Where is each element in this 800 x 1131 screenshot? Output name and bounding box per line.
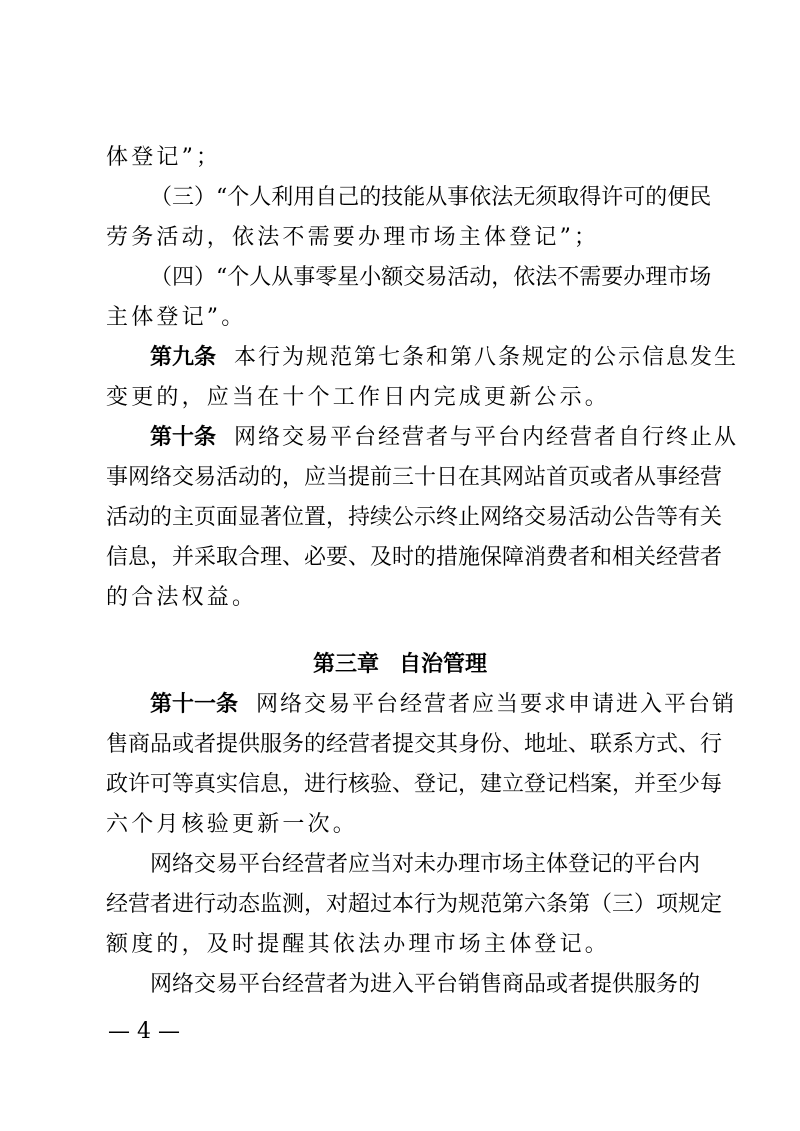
text-line: 网络交易平台经营者与平台内经营者自行终止从 [234, 425, 739, 450]
article-label: 第九条 [150, 345, 217, 370]
article-paragraph [150, 690, 737, 720]
text-line: 额度的，及时提醒其依法办理市场主体登记。 [106, 932, 611, 957]
chapter-label: 第三章 [312, 652, 379, 677]
article-label: 第十一条 [150, 692, 239, 717]
page-number: — 4 — [108, 1019, 180, 1044]
text-line: 主体登记”。 [106, 305, 247, 330]
text-line: 信息，并采取合理、必要、及时的措施保障消费者和相关经营者 [106, 545, 723, 570]
article-paragraph [150, 343, 739, 373]
text-line: 售商品或者提供服务的经营者提交其身份、地址、联系方式、行 [106, 732, 723, 757]
chapter-title: 自治管理 [399, 652, 488, 677]
text-line: 体登记”； [106, 145, 222, 170]
text-line: 的合法权益。 [106, 585, 258, 610]
text-line: 政许可等真实信息，进行核验、登记，建立登记档案，并至少每 [106, 772, 723, 797]
text-line: 网络交易平台经营者应当对未办理市场主体登记的平台内 [150, 852, 701, 877]
text-line: （三）“个人利用自己的技能从事依法无须取得许可的便民 [150, 185, 712, 210]
text-line: 经营者进行动态监测，对超过本行为规范第六条第（三）项规定 [106, 892, 723, 917]
text-line: 活动的主页面显著位置，持续公示终止网络交易活动公告等有关 [106, 505, 723, 530]
text-line: 本行为规范第七条和第八条规定的公示信息发生 [234, 345, 739, 370]
text-line: 网络交易平台经营者为进入平台销售商品或者提供服务的 [150, 972, 701, 997]
text-line: 变更的，应当在十个工作日内完成更新公示。 [106, 385, 611, 410]
text-line: 劳务活动，依法不需要办理市场主体登记”； [106, 225, 600, 250]
chapter-heading [0, 650, 800, 680]
text-line: （四）“个人从事零星小额交易活动，依法不需要办理市场 [150, 265, 712, 290]
text-line: 事网络交易活动的，应当提前三十日在其网站首页或者从事经营 [106, 465, 723, 490]
article-paragraph [150, 423, 739, 453]
text-line: 网络交易平台经营者应当要求申请进入平台销 [256, 692, 737, 717]
text-line: 六个月核验更新一次。 [106, 812, 359, 837]
article-label: 第十条 [150, 425, 217, 450]
